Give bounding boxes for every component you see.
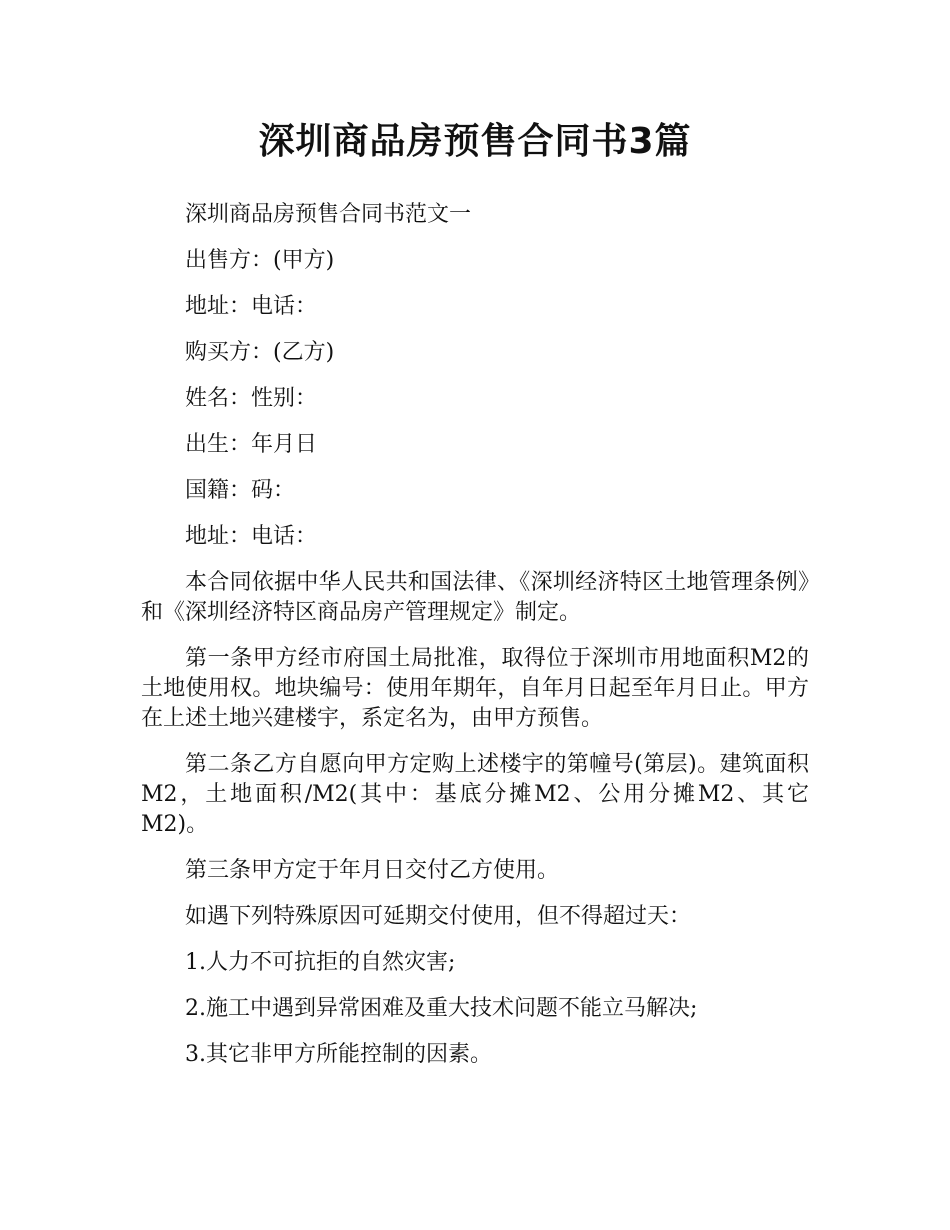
document-title: 深圳商品房预售合同书3篇 bbox=[258, 121, 692, 162]
paragraph-buyer-address: 地址：电话： bbox=[185, 524, 318, 549]
paragraph-buyer-birth: 出生：年月日 bbox=[185, 432, 318, 457]
paragraph-buyer-name: 姓名：性别： bbox=[185, 386, 318, 411]
paragraph-seller-address: 地址：电话： bbox=[185, 294, 318, 319]
paragraph-delay: 如遇下列特殊原因可延期交付使用，但不得超过天： bbox=[185, 904, 692, 929]
paragraph-article-1: 第一条甲方经市府国土局批准，取得位于深圳市用地面积M2的土地使用权。地块编号：使用年期年，自年月日起至年月日止。甲方在上述土地兴建楼宇，系定名为，由甲方预售。 bbox=[141, 646, 809, 731]
paragraph-seller: 出售方：(甲方) bbox=[185, 248, 335, 273]
document-body bbox=[141, 200, 809, 1086]
paragraph-item-1: 1.人力不可抗拒的自然灾害; bbox=[185, 950, 456, 975]
paragraph-article-3: 第三条甲方定于年月日交付乙方使用。 bbox=[185, 858, 560, 883]
paragraph-buyer: 购买方：(乙方) bbox=[185, 340, 335, 365]
paragraph-item-3: 3.其它非甲方所能控制的因素。 bbox=[185, 1042, 492, 1067]
paragraph-basis: 本合同依据中华人民共和国法律、《深圳经济特区土地管理条例》和《深圳经济特区商品房产管理规定》制定。 bbox=[141, 570, 809, 625]
paragraph-article-2: 第二条乙方自愿向甲方定购上述楼宇的第幢号(第层)。建筑面积M2，土地面积/M2(其中：基底分摊M2、公用分摊M2、其它M2)。 bbox=[141, 752, 809, 837]
paragraph-buyer-nationality: 国籍：码： bbox=[185, 478, 296, 503]
paragraph-item-2: 2.施工中遇到异常困难及重大技术问题不能立马解决; bbox=[185, 996, 698, 1021]
paragraph-heading: 深圳商品房预售合同书范文一 bbox=[185, 202, 472, 227]
